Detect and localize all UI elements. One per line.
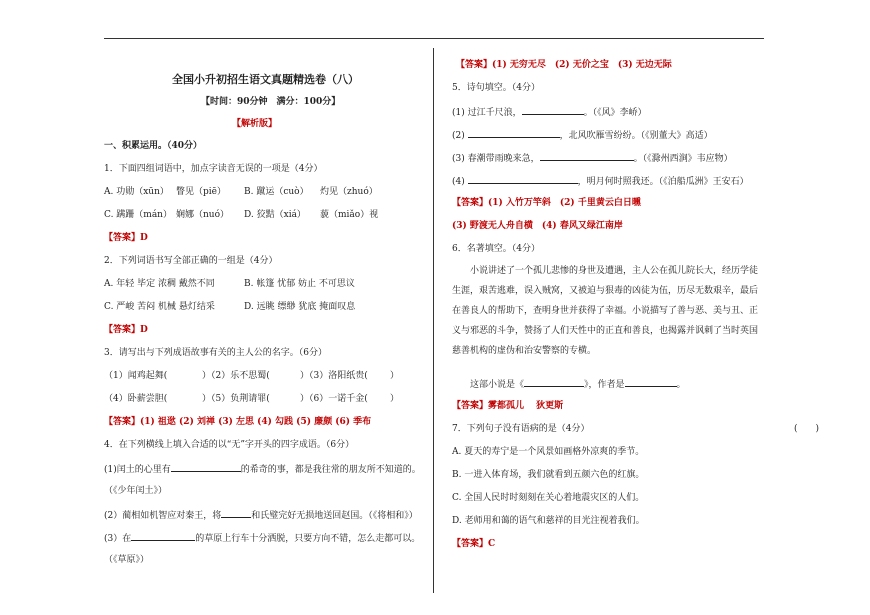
q1-option: 娴娜（nuó）: [176, 210, 230, 220]
answer-blank[interactable]: [540, 151, 634, 161]
answer-blank[interactable]: [221, 508, 251, 518]
answer-blank[interactable]: [524, 377, 584, 387]
q5-line: [452, 174, 749, 188]
q5-text: ，北风吹雁雪纷纷。（《别董大》高适）: [559, 131, 713, 141]
q3-item: （4）卧薪尝胆(: [104, 394, 168, 404]
q1-option: A. 功勋（xūn）: [104, 187, 169, 197]
q1-option: 瞥见（piē）: [176, 187, 226, 197]
q5-line: [452, 151, 733, 165]
answer-blank[interactable]: [131, 531, 195, 541]
q5-text: ，明月何时照我还。（《泊船瓜洲》王安石）: [577, 177, 749, 187]
q7-option: C. 全国人民时时刻刻在关心着地震灾区的人们。: [452, 493, 645, 503]
q5-text: (3) 春潮带雨晚来急，: [452, 154, 540, 164]
q4-text: (3）在: [104, 534, 132, 544]
column-divider: [433, 48, 434, 593]
q3-item: ）（6）一诺千金(: [300, 394, 368, 404]
q1-answer: 【答案】D: [104, 233, 148, 243]
q5-text: (1) 过江千尺浪，: [452, 108, 522, 118]
q6-line: [470, 377, 686, 391]
q3-answer: 【答案】(1) 祖逖 (2) 刘禅 (3) 左思 (4) 勾践 (5) 廉颇 (6) 季布: [104, 417, 372, 427]
q5-line: [452, 105, 647, 119]
q5-text: 。（《风》李峤）: [583, 108, 647, 118]
q6-stem: 6．名著填空。（4分）: [452, 244, 540, 254]
q7-option: A. 夏天的寿宁是一个风景如画格外凉爽的季节。: [452, 447, 645, 457]
header-rule: [104, 38, 764, 39]
q2-option: A. 年轻 毕定 浓稠 戴然不同: [104, 279, 215, 289]
q3-item: （1）闻鸡起舞(: [104, 371, 168, 381]
q6-answer: 【答案】雾都孤儿 狄更斯: [452, 401, 564, 411]
q1-option: D. 狡黠（xiá）: [244, 210, 306, 220]
q4-text: (1)闰土的心里有: [104, 465, 171, 475]
q4-source: （《少年闰土》）: [104, 486, 168, 496]
answer-blank[interactable]: [625, 377, 677, 387]
q3-stem: 3．请写出与下列成语故事有关的主人公的名字。（6分）: [104, 348, 327, 358]
exam-title: 全国小升初招生语文真题精选卷（八）: [172, 73, 359, 86]
version-label: 【解析版】: [232, 119, 278, 129]
q5-answer: 【答案】(1) 入竹万竿斜 (2) 千里黄云白日曛: [452, 198, 641, 208]
q4-text: 和氏璧完好无损地送回赵国。（《将相和》）: [251, 511, 418, 521]
q5-text: (4): [452, 177, 465, 187]
q2-option: D. 远眺 缥缈 犹底 掩面叹息: [244, 302, 356, 312]
q1-stem: 1．下面四组词语中，加点字读音无误的一项是（4分）: [104, 164, 323, 174]
answer-blank[interactable]: [522, 105, 584, 115]
q4-text: (2）蔺相如机智应对秦王，将: [104, 511, 222, 521]
q5-text: (2): [452, 131, 465, 141]
q7-option: D. 老师用和蔼的语气和慈祥的目光注视着我们。: [452, 516, 645, 526]
q3-item: ）: [390, 371, 400, 381]
q1-option: C. 蹒跚（mán）: [104, 210, 172, 220]
q4-answer: 【答案】(1) 无穷无尽 (2) 无价之宝 (3) 无边无际: [456, 60, 672, 70]
q4-text: 的希奇的事，都是我往常的朋友所不知道的。: [240, 465, 421, 475]
q5-answer: (3) 野渡无人舟自横 (4) 春风又绿江南岸: [452, 221, 623, 231]
q4-text: 的草原上行车十分洒脱，只要方向不错，怎么走都可以。: [195, 534, 421, 544]
q3-item: ）（5）负荆请罪(: [202, 394, 270, 404]
q4-line: [104, 508, 418, 522]
q5-line: [452, 128, 713, 142]
q1-option: B. 蹴运（cuò）: [244, 187, 309, 197]
answer-blank[interactable]: [468, 174, 578, 184]
q6-text: 这部小说是《: [470, 380, 525, 390]
q2-option: C. 严峻 苦闷 机械 悬灯结采: [104, 302, 215, 312]
q5-stem: 5．诗句填空。（4分）: [452, 83, 540, 93]
q2-answer: 【答案】D: [104, 325, 148, 335]
q1-option: 藐（miǎo）视: [320, 210, 379, 220]
q3-item: ）: [390, 394, 400, 404]
q4-line: [104, 462, 421, 476]
q3-item: ）（2）乐不思蜀(: [202, 371, 270, 381]
answer-blank[interactable]: [171, 462, 241, 472]
q2-option: B. 帐篷 忧郁 妨止 不可思议: [244, 279, 355, 289]
q1-option: 灼见（zhuó）: [320, 187, 378, 197]
q5-text: 。（《滁州西涧》韦应物）: [633, 154, 733, 164]
q2-stem: 2．下列词语书写全部正确的一组是（4分）: [104, 256, 278, 266]
answer-parenthesis: ( ): [794, 424, 820, 434]
q7-answer: 【答案】C: [452, 539, 496, 549]
q6-text: 。: [676, 380, 686, 390]
answer-blank[interactable]: [468, 128, 560, 138]
q7-stem: 7．下列句子没有语病的是（4分）: [452, 424, 590, 434]
q4-source: （《草原》）: [104, 555, 150, 565]
q4-line: [104, 531, 420, 545]
q6-passage: 小说讲述了一个孤儿悲惨的身世及遭遇，主人公在孤儿院长大，经历学徒生涯，艰苦逃难，误入贼窝，又被迫与狠毒的凶徒为伍，历尽无数艰辛，最后在善良人的帮助下，查明身世并获得了幸福。小说描写了善与恶、美与丑、正义与邪恶的斗争，赞扬了人们天性中的正直和善良，也揭露并讽刺了当时英国慈善机构的虚伪和治安警察的专横。: [452, 266, 759, 356]
q6-text: 》，作者是: [584, 380, 625, 390]
exam-meta: 【时间：90分钟 满分：100分】: [201, 97, 341, 107]
q4-stem: 4．在下列横线上填入合适的以“无”字开头的四字成语。（6分）: [104, 440, 355, 450]
q3-item: ）（3）洛阳纸贵(: [300, 371, 368, 381]
q7-option: B. 一进入体育场，我们就看到五颜六色的红旗。: [452, 470, 645, 480]
section-heading: 一、积累运用。（40分）: [104, 141, 203, 151]
